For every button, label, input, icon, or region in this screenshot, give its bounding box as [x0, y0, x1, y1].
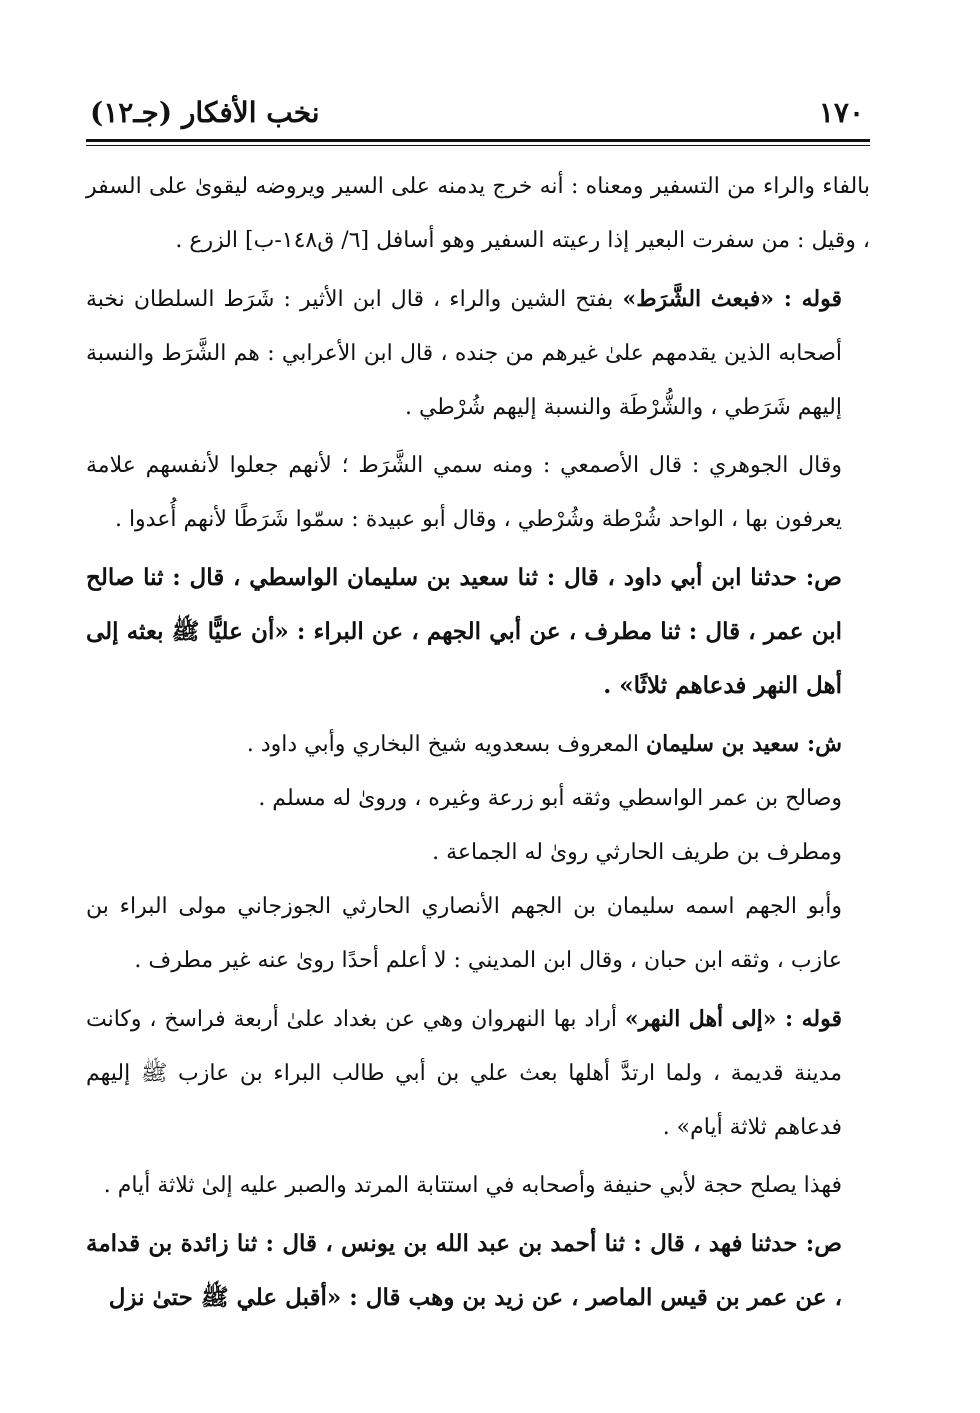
- paragraph-2-lead: قوله : «فبعث الشَّرَط»: [622, 286, 842, 312]
- hadith-2: ص: حدثنا فهد ، قال : ثنا أحمد بن عبد الله بن يونس ، قال : ثنا زائدة بن قدامة ، عن عمر بن قيس الماصر ، عن زيد بن وهب قال : «أقبل علي ﷺ حتىٰ نزل: [86, 1230, 842, 1311]
- paragraph-6: وصالح بن عمر الواسطي وثقه أبو زرعة وغيره ، وروىٰ له مسلم .: [258, 786, 842, 811]
- paragraph-9-text: أراد بها النهروان وهي عن بغداد علىٰ أربعة فراسخ ، وكانت مدينة قديمة ، ولما ارتدَّ أهلها بعث علي بن أبي طالب البراء بن عازب ﷺ إليهم فدعاهم ثلاثة أيام» .: [86, 1007, 842, 1140]
- paragraph-1: بالفاء والراء من التسفير ومعناه : أنه خرج يدمنه على السير ويروضه ليقوىٰ على السفر ، وقيل : من سفرت البعير إذا رعيته السفير وهو أسافل [٦/ ق١٤٨-ب] الزرع .: [86, 174, 870, 253]
- header-rule-thick: [86, 139, 870, 142]
- paragraph-7: ومطرف بن طريف الحارثي روىٰ له الجماعة .: [432, 840, 842, 865]
- header-rule-thin: [86, 145, 870, 146]
- paragraph-3: وقال الجوهري : قال الأصمعي : ومنه سمي الشَّرَط ؛ لأنهم جعلوا لأنفسهم علامة يعرفون بها ، الواحد شُرْطة وشُرْطي ، وقال أبو عبيدة : سمّوا شَرَطًا لأنهم أُعدوا .: [86, 453, 842, 532]
- paragraph-2: [86, 272, 870, 435]
- paragraph-8: وأبو الجهم اسمه سليمان بن الجهم الأنصاري الحارثي الجوزجاني مولى البراء بن عازب ، وثقه ابن حبان ، وقال ابن المديني : لا أعلم أحدًا روىٰ عنه غير مطرف .: [86, 894, 842, 973]
- paragraph-10: فهذا يصلح حجة لأبي حنيفة وأصحابه في استتابة المرتد والصبر عليه إلىٰ ثلاثة أيام .: [103, 1173, 842, 1198]
- paragraph-2-text: بفتح الشين والراء ، قال ابن الأثير : شَرَط السلطان نخبة أصحابه الذين يقدمهم علىٰ غيرهم من جنده ، قال ابن الأعرابي : هم الشَّرَط والنسبة إليهم شَرَطي ، والشُّرْطَة والنسبة إليهم شُرْطي .: [86, 287, 842, 420]
- paragraph-5-text: المعروف بسعدويه شيخ البخاري وأبي داود .: [246, 732, 646, 757]
- hadith-1: ص: حدثنا ابن أبي داود ، قال : ثنا سعيد بن سليمان الواسطي ، قال : ثنا صالح ابن عمر ، قال : ثنا مطرف ، عن أبي الجهم ، عن البراء : «أن عليًّا ﷺ بعثه إلى أهل النهر فدعاهم ثلاثًا» .: [86, 564, 842, 699]
- page-body: [86, 160, 870, 1329]
- page-header: [86, 96, 870, 136]
- paragraph-5: [86, 717, 870, 772]
- running-title: نخب الأفكار (جـ١٢): [90, 96, 320, 129]
- book-page: [86, 0, 870, 1413]
- paragraph-9: [86, 992, 870, 1155]
- paragraph-5-lead: ش: سعيد بن سليمان: [646, 731, 842, 757]
- paragraph-9-lead: قوله : «إلى أهل النهر»: [624, 1006, 842, 1032]
- page-number: ١٧٠: [818, 96, 864, 129]
